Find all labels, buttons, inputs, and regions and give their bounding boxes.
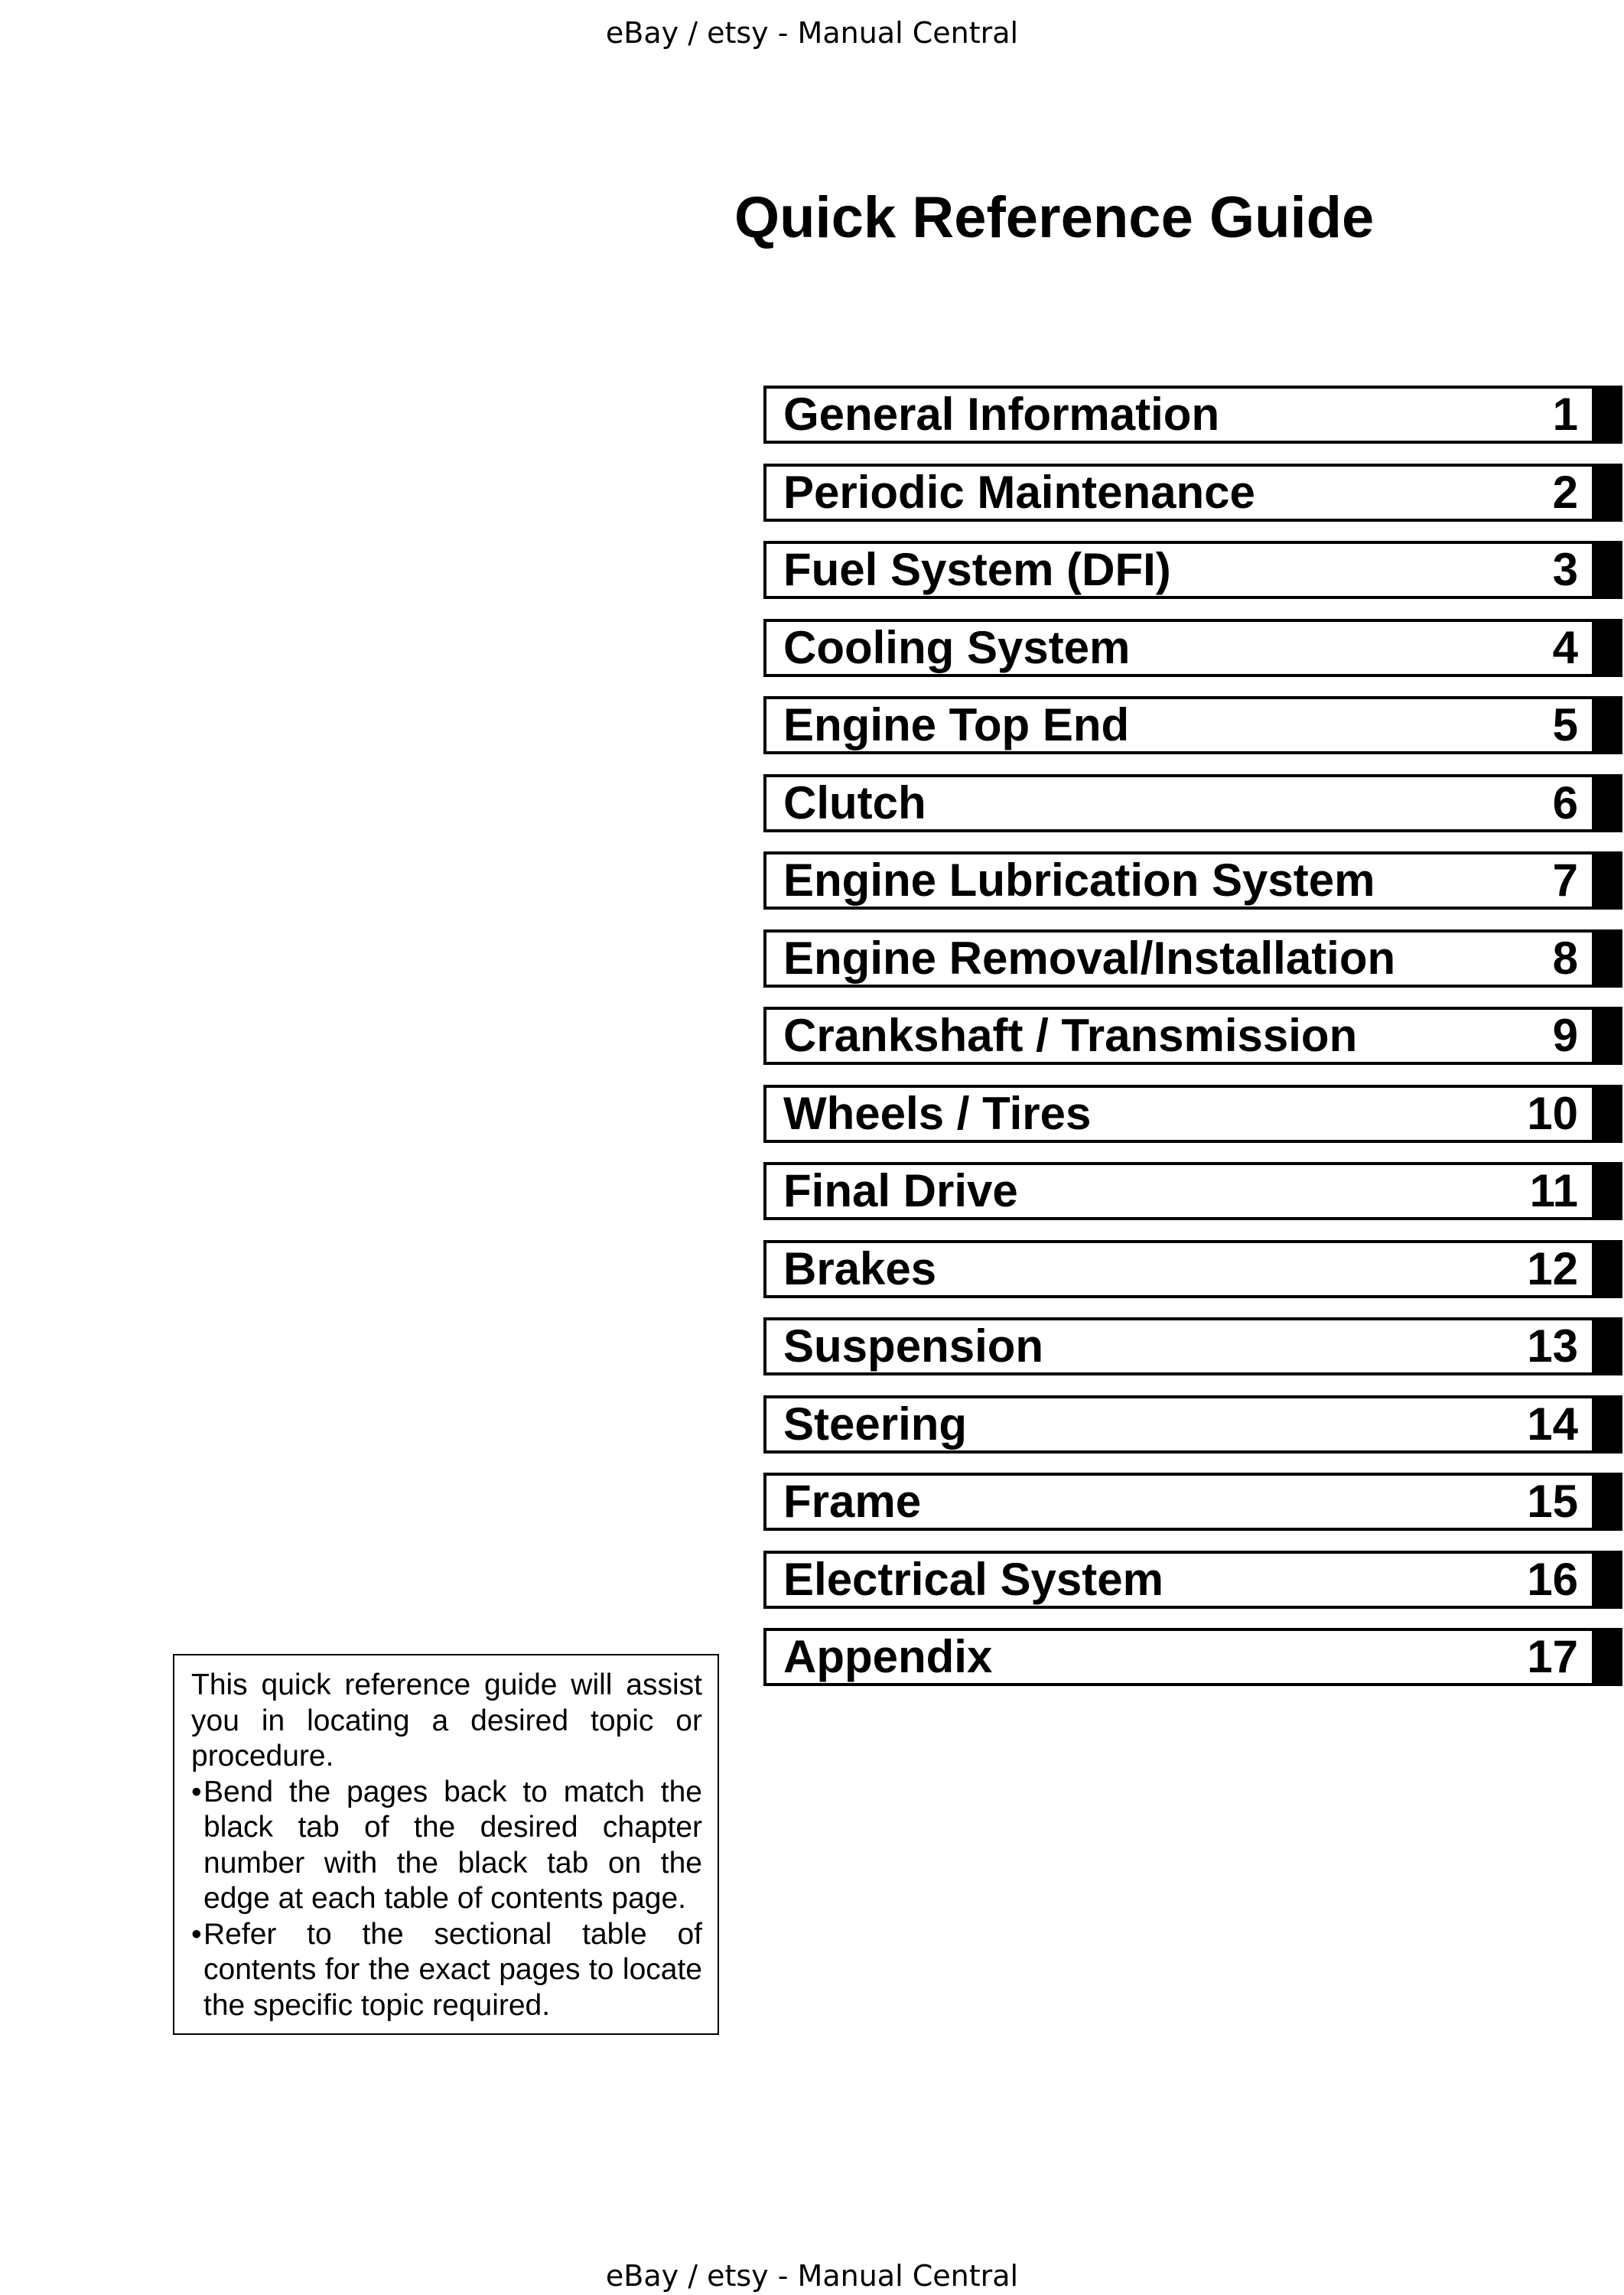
- chapter-row: [763, 774, 1624, 832]
- chapter-tab: [1595, 464, 1622, 522]
- chapter-link[interactable]: [763, 1240, 1595, 1298]
- page-title: Quick Reference Guide: [734, 185, 1375, 250]
- chapter-label: Engine Removal/Installation: [783, 932, 1396, 984]
- instruction-item: [191, 1917, 702, 2024]
- chapter-link[interactable]: [763, 464, 1595, 522]
- chapter-label: Appendix: [783, 1631, 993, 1682]
- chapter-label: Periodic Maintenance: [783, 466, 1255, 518]
- chapter-number: 2: [1552, 466, 1578, 518]
- chapter-number: 9: [1552, 1010, 1578, 1061]
- chapter-tab: [1595, 1551, 1622, 1609]
- chapter-label: Fuel System (DFI): [783, 544, 1171, 595]
- chapter-row: [763, 1007, 1624, 1065]
- chapter-label: Final Drive: [783, 1165, 1018, 1216]
- chapter-number: 15: [1527, 1476, 1578, 1527]
- chapter-number: 5: [1552, 699, 1578, 750]
- chapter-link[interactable]: [763, 696, 1595, 754]
- chapter-number: 1: [1552, 389, 1578, 440]
- chapter-tab: [1595, 541, 1622, 599]
- chapter-number: 14: [1527, 1398, 1578, 1450]
- chapter-number: 11: [1529, 1165, 1578, 1216]
- chapter-tab: [1595, 696, 1622, 754]
- chapter-tab: [1595, 774, 1622, 832]
- chapter-number: 17: [1527, 1631, 1578, 1682]
- chapter-tab: [1595, 851, 1622, 910]
- chapter-label: Frame: [783, 1476, 922, 1527]
- chapter-row: [763, 851, 1624, 910]
- chapter-label: Engine Lubrication System: [783, 855, 1375, 906]
- instruction-text: Bend the pages back to match the black tab of the desired chapter number with the black tab on the edge at each table of contents page.: [203, 1775, 702, 1915]
- chapter-link[interactable]: [763, 386, 1595, 444]
- chapter-number: 8: [1552, 932, 1578, 984]
- chapter-tab: [1595, 1473, 1622, 1531]
- chapter-link[interactable]: [763, 1551, 1595, 1609]
- chapter-tab: [1595, 1395, 1622, 1454]
- chapter-label: Suspension: [783, 1320, 1044, 1372]
- chapter-label: Steering: [783, 1398, 968, 1450]
- chapter-row: [763, 1395, 1624, 1454]
- chapter-row: [763, 1473, 1624, 1531]
- chapter-link[interactable]: [763, 541, 1595, 599]
- chapter-label: Crankshaft / Transmission: [783, 1010, 1358, 1061]
- chapter-link[interactable]: [763, 1007, 1595, 1065]
- chapter-list: [763, 386, 1624, 1706]
- chapter-tab: [1595, 619, 1622, 677]
- chapter-row: [763, 386, 1624, 444]
- chapter-label: Brakes: [783, 1242, 937, 1294]
- chapter-link[interactable]: [763, 774, 1595, 832]
- chapter-label: Electrical System: [783, 1553, 1163, 1605]
- chapter-tab: [1595, 1007, 1622, 1065]
- header-watermark: eBay / etsy - Manual Central: [605, 16, 1019, 50]
- chapter-row: [763, 1240, 1624, 1298]
- chapter-label: Wheels / Tires: [783, 1087, 1092, 1139]
- chapter-row: [763, 1162, 1624, 1220]
- chapter-link[interactable]: [763, 1317, 1595, 1375]
- chapter-tab: [1595, 386, 1622, 444]
- chapter-link[interactable]: [763, 929, 1595, 988]
- chapter-link[interactable]: [763, 1395, 1595, 1454]
- chapter-row: [763, 1628, 1624, 1686]
- chapter-link[interactable]: [763, 1085, 1595, 1143]
- chapter-row: [763, 1317, 1624, 1375]
- chapter-tab: [1595, 1085, 1622, 1143]
- chapter-row: [763, 929, 1624, 988]
- chapter-label: Cooling System: [783, 621, 1131, 673]
- chapter-link[interactable]: [763, 851, 1595, 910]
- chapter-number: 12: [1527, 1242, 1578, 1294]
- chapter-label: Engine Top End: [783, 699, 1130, 750]
- chapter-row: [763, 1085, 1624, 1143]
- chapter-row: [763, 541, 1624, 599]
- chapter-link[interactable]: [763, 1162, 1595, 1220]
- chapter-row: [763, 619, 1624, 677]
- bullet-icon: •: [191, 1775, 202, 1808]
- instructions-intro: This quick reference guide will assist you in locating a desired topic or procedure.: [191, 1668, 702, 1773]
- chapter-link[interactable]: [763, 1628, 1595, 1686]
- chapter-number: 4: [1552, 621, 1578, 673]
- chapter-tab: [1595, 1628, 1622, 1686]
- chapter-label: General Information: [783, 389, 1220, 440]
- footer-watermark: eBay / etsy - Manual Central: [605, 2259, 1019, 2293]
- chapter-row: [763, 1551, 1624, 1609]
- instructions-list: [191, 1775, 702, 2024]
- chapter-number: 16: [1527, 1553, 1578, 1605]
- chapter-number: 10: [1527, 1087, 1578, 1139]
- chapter-tab: [1595, 1162, 1622, 1220]
- chapter-number: 6: [1552, 776, 1578, 828]
- chapter-link[interactable]: [763, 619, 1595, 677]
- chapter-tab: [1595, 929, 1622, 988]
- chapter-tab: [1595, 1240, 1622, 1298]
- chapter-number: 13: [1527, 1320, 1578, 1372]
- chapter-number: 3: [1552, 544, 1578, 595]
- chapter-row: [763, 464, 1624, 522]
- chapter-row: [763, 696, 1624, 754]
- chapter-label: Clutch: [783, 776, 926, 828]
- chapter-link[interactable]: [763, 1473, 1595, 1531]
- instructions-box: [173, 1654, 719, 2035]
- bullet-icon: •: [191, 1917, 202, 1951]
- instruction-item: [191, 1775, 702, 1917]
- instruction-text: Refer to the sectional table of contents for the exact pages to locate the specific topic required.: [203, 1917, 702, 2022]
- chapter-tab: [1595, 1317, 1622, 1375]
- chapter-number: 7: [1552, 855, 1578, 906]
